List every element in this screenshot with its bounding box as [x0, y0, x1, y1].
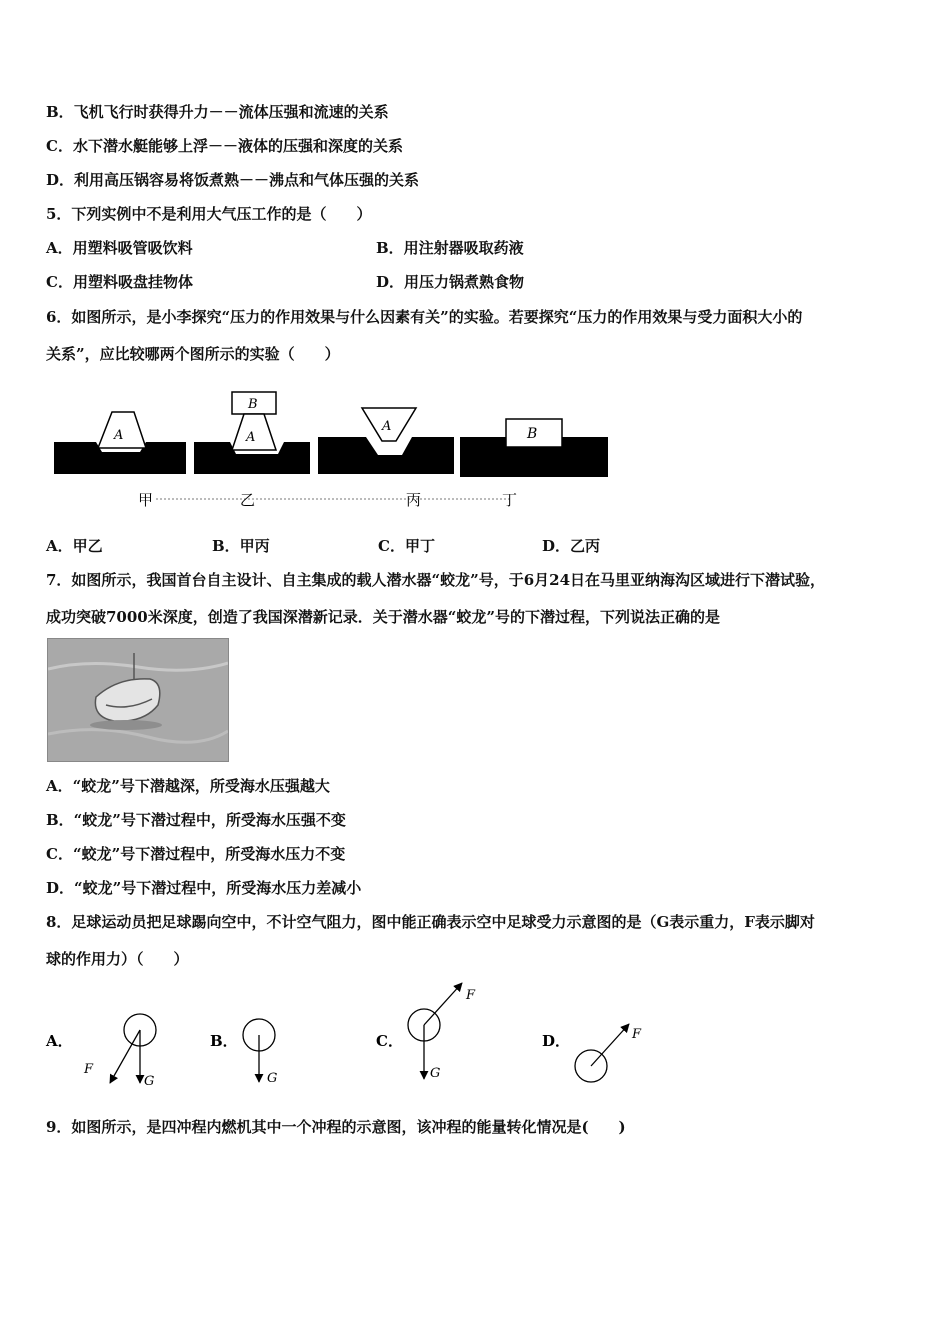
q5-option-d: D．用压力锅煮熟食物	[376, 273, 525, 291]
q8-figure	[40, 975, 680, 1100]
q6-option-b: B．甲丙	[212, 537, 270, 555]
q4-option-c: C．水下潜水艇能够上浮－－液体的压强和深度的关系	[46, 137, 403, 155]
fig-ding-block-label: B	[527, 426, 538, 442]
submersible-photo	[47, 638, 229, 762]
q8-option-d-label: D．	[542, 1032, 571, 1050]
q8-c-force-f: F	[466, 988, 476, 1003]
q7-option-d: D．“蛟龙”号下潜过程中，所受海水压力差减小	[46, 879, 362, 897]
q8-d-force-f: F	[632, 1027, 642, 1042]
fig-jia	[54, 412, 186, 474]
q7-stem-line2: 成功突破7000米深度，创造了我国深潜新记录．关于潜水器“蛟龙”号的下潜过程，下列说法正确的是	[46, 608, 721, 626]
q8-diagram-d	[575, 1024, 642, 1082]
q5-option-a: A．用塑料吸管吸饮料	[46, 239, 193, 257]
q5-option-c: C．用塑料吸盘挂物体	[46, 273, 193, 291]
fig-ding	[460, 419, 608, 477]
q7-stem-line1: 7．如图所示，我国首台自主设计、自主集成的载人潜水器“蛟龙”号，于6月24日在马里亚纳海沟区域进行下潜试验，	[46, 571, 826, 589]
q7-option-b: B．“蛟龙”号下潜过程中，所受海水压强不变	[46, 811, 346, 829]
q6-option-a: A．甲乙	[46, 537, 103, 555]
q4-option-d: D．利用高压锅容易将饭煮熟－－沸点和气体压强的关系	[46, 171, 420, 189]
fig-bing-block-label: A	[382, 419, 392, 434]
q6-option-d: D．乙丙	[542, 537, 601, 555]
q8-option-b-label: B．	[210, 1032, 238, 1050]
fig-label-ding: 丁	[502, 491, 518, 509]
q8-diagram-b	[243, 1019, 277, 1086]
q8-a-force-f: F	[84, 1062, 94, 1077]
q8-diagram-c	[408, 983, 476, 1081]
q6-figure	[50, 385, 620, 515]
q8-a-force-g: G	[144, 1074, 155, 1089]
fig-label-jia: 甲	[138, 491, 154, 509]
q8-c-force-g: G	[430, 1066, 441, 1081]
q6-stem-line2: 关系”，应比较哪两个图所示的实验（ ）	[46, 345, 340, 363]
q5-stem: 5．下列实例中不是利用大气压工作的是（ ）	[46, 205, 372, 223]
q8-option-c-label: C．	[376, 1032, 403, 1050]
q5-option-b: B．用注射器吸取药液	[376, 239, 524, 257]
fig-yi	[194, 392, 310, 474]
q8-option-a-label: A．	[46, 1032, 73, 1050]
q6-option-c: C．甲丁	[378, 537, 435, 555]
q9-stem: 9．如图所示，是四冲程内燃机其中一个冲程的示意图，该冲程的能量转化情况是( )	[46, 1118, 626, 1136]
fig-yi-bottom-block-label: A	[246, 430, 256, 445]
q8-stem-line2: 球的作用力）（ ）	[46, 950, 189, 968]
fig-bing	[318, 408, 454, 474]
fig-label-yi: 乙	[240, 491, 256, 509]
q8-stem-line1: 8．足球运动员把足球踢向空中，不计空气阻力，图中能正确表示空中足球受力示意图的是（G表示重力，F表示脚对	[46, 913, 815, 931]
q6-stem-line1: 6．如图所示，是小李探究“压力的作用效果与什么因素有关”的实验。若要探究“压力的作用效果与受力面积大小的	[46, 308, 803, 326]
q4-option-b: B．飞机飞行时获得升力－－流体压强和流速的关系	[46, 103, 389, 121]
q7-option-a: A．“蛟龙”号下潜越深，所受海水压强越大	[46, 777, 330, 795]
fig-label-bing: 丙	[406, 491, 422, 509]
fig-yi-top-block-label: B	[248, 397, 258, 412]
fig-jia-block-label: A	[114, 428, 124, 443]
q8-b-force-g: G	[267, 1071, 278, 1086]
q7-option-c: C．“蛟龙”号下潜过程中，所受海水压力不变	[46, 845, 346, 863]
q8-diagram-a	[83, 1014, 156, 1089]
